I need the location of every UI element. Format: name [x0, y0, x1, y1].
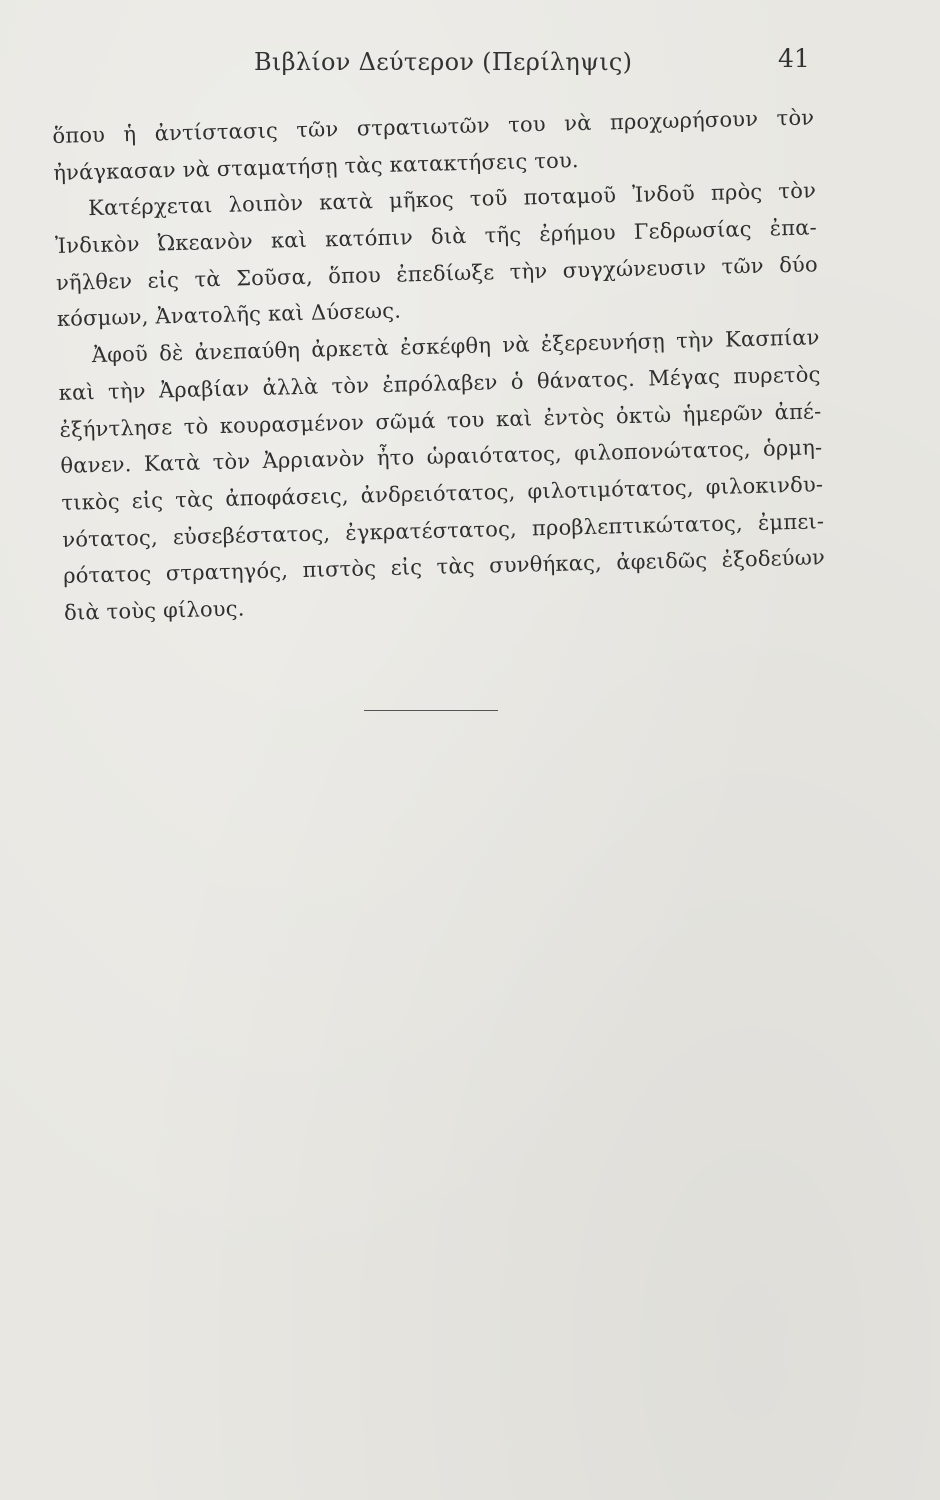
text-line-6: κόσμων, Ἀνατολῆς καὶ Δύσεως. [56, 298, 402, 332]
running-title: Βιβλίον Δεύτερον (Περίληψις) [254, 48, 633, 76]
text-line-8: καὶ τὴν Ἀραβίαν ἀλλὰ τὸν ἐπρόλαβεν ὁ θάνατος. Μέγας πυρετὸς [58, 362, 821, 405]
text-line-2: ἠνάγκασαν νὰ σταματήσῃ τὰς κατακτήσεις του. [53, 147, 580, 185]
text-line-10: θανεν. Κατὰ τὸν Ἀρριανὸν ἦτο ὡραιότατος, φιλοπονώτατος, ὁρμη- [60, 435, 823, 479]
text-line-4: Ἰνδικὸν Ὠκεανὸν καὶ κατόπιν διὰ τῆς ἐρήμου Γεδρωσίας ἐπα- [54, 215, 818, 259]
text-line-11: τικὸς εἰς τὰς ἀποφάσεις, ἀνδρειότατος, φιλοτιμότατος, φιλοκινδυ- [61, 472, 824, 515]
body-text [52, 99, 826, 631]
text-line-7: Ἀφοῦ δὲ ἀνεπαύθη ἀρκετὰ ἐσκέφθη νὰ ἐξερευνήσῃ τὴν Κασπίαν [91, 325, 820, 368]
text-line-14: διὰ τοὺς φίλους. [63, 596, 245, 625]
text-line-3: Κατέρχεται λοιπὸν κατὰ μῆκος τοῦ ποταμοῦ Ἰνδοῦ πρὸς τὸν [87, 178, 817, 221]
page-number: 41 [778, 44, 810, 73]
text-line-12: νότατος, εὐσεβέστατος, ἐγκρατέστατος, προβλεπτικώτατος, ἐμπει- [62, 508, 825, 552]
text-line-13: ρότατος στρατηγός, πιστὸς εἰς τὰς συνθήκας, ἀφειδῶς ἐξοδεύων [62, 545, 826, 589]
section-end-rule [364, 710, 498, 711]
text-line-5: νῆλθεν εἰς τὰ Σοῦσα, ὅπου ἐπεδίωξε τὴν συγχώνευσιν τῶν δύο [55, 252, 819, 295]
text-line-9: ἐξήντλησε τὸ κουρασμένον σῶμά του καὶ ἐντὸς ὀκτὼ ἡμερῶν ἀπέ- [59, 398, 822, 442]
text-line-1: ὅπου ἡ ἀντίστασις τῶν στρατιωτῶν του νὰ προχωρήσουν τὸν [52, 105, 815, 148]
